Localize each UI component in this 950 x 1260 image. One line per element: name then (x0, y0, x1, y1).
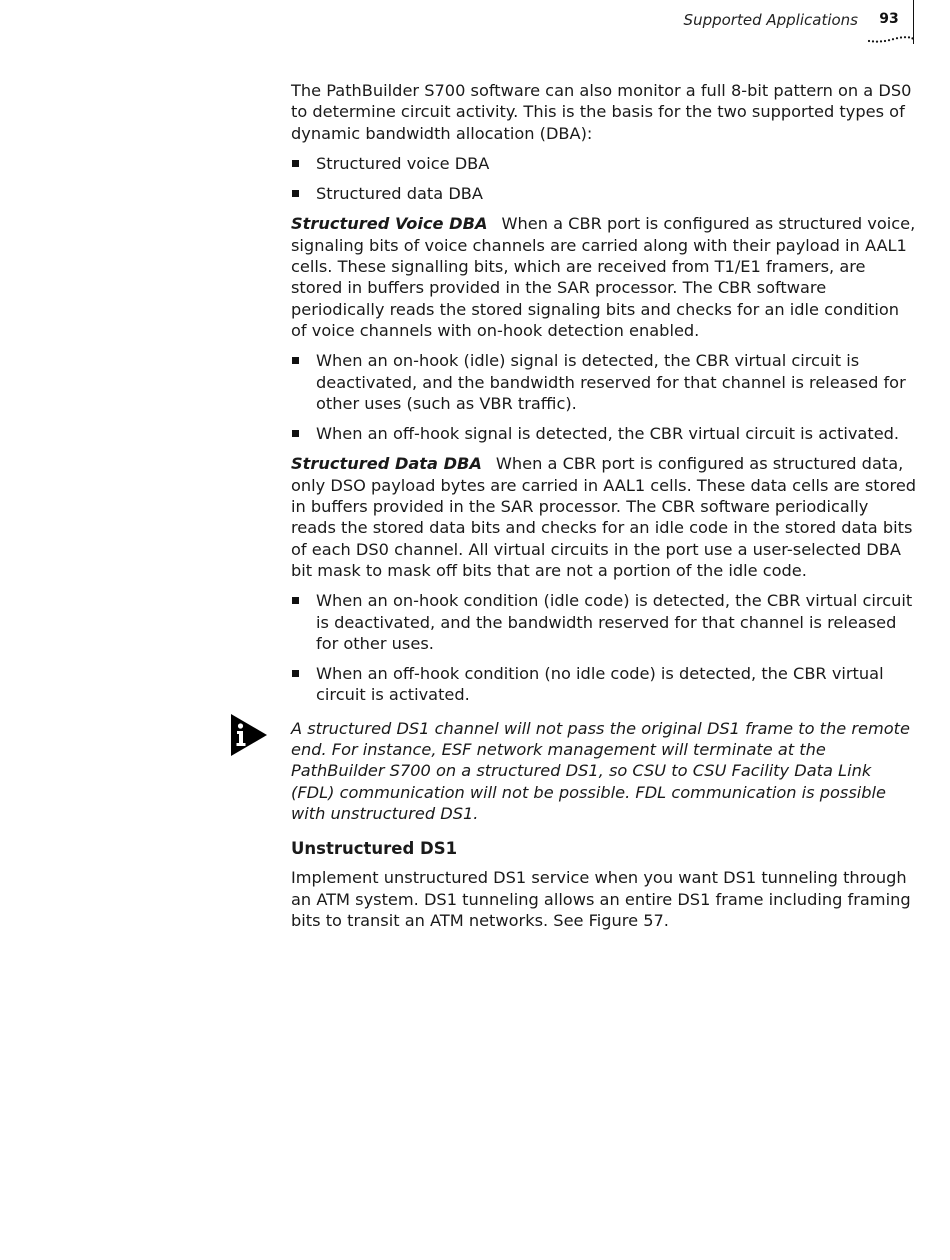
dba-type-list (291, 153, 917, 205)
list-item: When an off-hook condition (no idle code) is detected, the CBR virtual circuit is activated. (291, 663, 917, 706)
info-arrow-icon (229, 712, 269, 758)
list-item: When an off-hook signal is detected, the CBR virtual circuit is activated. (291, 423, 917, 444)
running-header-title: Supported Applications (683, 11, 858, 29)
voice-dba-text: When a CBR port is configured as structured voice, signaling bits of voice channels are carried along with their payload in AAL1 cells. These signalling bits, which are received from T1/E1 framers, are stored in buffers provided in the SAR processor. The CBR software periodically reads the stored signaling bits and checks for an idle condition of voice channels with on-hook detection enabled. (291, 214, 916, 340)
list-item: Structured data DBA (291, 183, 917, 204)
data-dba-paragraph (291, 453, 917, 581)
dotted-curve-decoration (866, 33, 916, 45)
unstructured-ds1-paragraph: Implement unstructured DS1 service when you want DS1 tunneling through an ATM system. DS1 tunneling allows an entire DS1 frame including framing bits to transit an ATM networks. See Figure 57. (291, 868, 911, 930)
info-note (291, 718, 917, 824)
intro-paragraph: The PathBuilder S700 software can also monitor a full 8-bit pattern on a DS0 to determine circuit activity. This is the basis for the two supported types of dynamic bandwidth allocation (DBA): (291, 81, 912, 143)
voice-dba-list (291, 350, 917, 444)
info-note-text: A structured DS1 channel will not pass the original DS1 frame to the remote end. For instance, ESF network management will terminate at the PathBuilder S700 on a structured DS1, so CSU to CSU Facility Data Link (FDL) communication will not be possible. FDL communication is possible with unstructured DS1. (291, 718, 910, 823)
list-item: When an on-hook condition (idle code) is detected, the CBR virtual circuit is deactivated, and the bandwidth reserved for that channel is released for other uses. (291, 590, 917, 654)
list-item: When an on-hook (idle) signal is detected, the CBR virtual circuit is deactivated, and the bandwidth reserved for that channel is released for other uses (such as VBR traffic). (291, 350, 917, 414)
data-dba-text: When a CBR port is configured as structured data, only DSO payload bytes are carried in AAL1 cells. These data cells are stored in buffers provided in the SAR processor. The CBR software periodically reads the stored data bits and checks for an idle code in the stored data bits of each DS0 channel. All virtual circuits in the port use a user-selected DBA bit mask to mask off bits that are not a portion of the idle code. (291, 454, 917, 580)
voice-dba-paragraph (291, 213, 917, 341)
data-dba-list (291, 590, 917, 705)
page-number: 93 (879, 11, 899, 27)
page-content (291, 80, 917, 940)
unstructured-ds1-heading: Unstructured DS1 (291, 839, 458, 859)
data-dba-heading: Structured Data DBA (291, 454, 482, 474)
list-item: Structured voice DBA (291, 153, 917, 174)
voice-dba-heading: Structured Voice DBA (291, 214, 488, 234)
page-header (0, 0, 950, 50)
